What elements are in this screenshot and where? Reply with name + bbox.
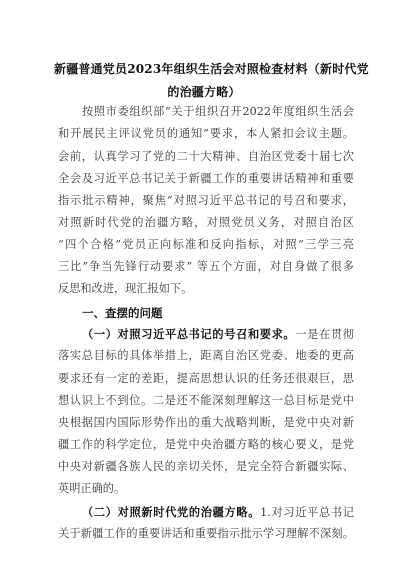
subsection-2-line-1: 1.对习近平总书记 [260,506,354,519]
document-title-line-1: 新疆普通党员2023年组织生活会对照检查材料（新时代党 [54,62,369,76]
subsection-1-line-1: 一是在贯彻 [295,328,354,341]
subsection-1-line-7: 中央对新疆各族人民的亲切关怀，是完全符合新疆实际、 [58,460,354,473]
subsection-1-first-line [82,327,354,342]
intro-line-1: 按照市委组织部“关于组织召开2022年度组织生活会 [82,105,354,118]
intro-line-9: 反思和改进，现汇报如下。 [58,282,193,295]
intro-line-2: 和开展民主评议党员的通知”要求，本人紧扣会议主题。 [58,127,354,140]
subsection-1-line-3: 要求还有一定的差距，提高思想认识的任务还很艰巨，思 [58,372,354,385]
section-heading-problems: 一、查摆的问题 [82,306,163,320]
subsection-1-line-6: 疆工作的科学定位，是党中央治疆方略的核心要义，是党 [58,438,354,451]
subsection-2-heading: （二）对照新时代党的治疆方略。 [82,505,261,519]
intro-line-6: 对照新时代党的治疆方略，对照党员义务，对照自治区 [58,216,354,229]
subsection-1-line-4: 想认识上不到位。二是还不能深刻理解这一总目标是党中 [58,394,354,407]
subsection-1-line-5: 央根据国内国际形势作出的重大战略判断，是党中央对新 [58,416,354,429]
intro-line-7: “四个合格”党员正向标准和反向指标，对照“三学三亮 [58,238,354,251]
intro-line-8: 三比”争当先锋行动要求” 等五个方面，对自身做了很多 [58,260,354,273]
subsection-2-first-line [82,505,354,520]
subsection-1-line-8: 英明正确的。 [58,482,126,495]
document-title-line-2: 的治疆方略） [167,85,241,99]
subsection-1-line-2: 落实总目标的具体举措上，距离自治区党委、地委的更高 [58,349,354,362]
subsection-1-heading: （一）对照习近平总书记的号召和要求。 [82,327,296,341]
intro-line-5: 指示批示精神，聚焦“对照习近平总书记的号召和要求， [58,194,354,207]
intro-line-4: 全会及习近平总书记关于新疆工作的重要讲话精神和重要 [58,172,354,185]
intro-line-3: 会前，认真学习了党的二十大精神、自治区党委十届七次 [58,150,354,163]
subsection-2-line-2: 关于新疆工作的重要讲话和重要指示批示学习理解不深刻。 [58,527,354,540]
